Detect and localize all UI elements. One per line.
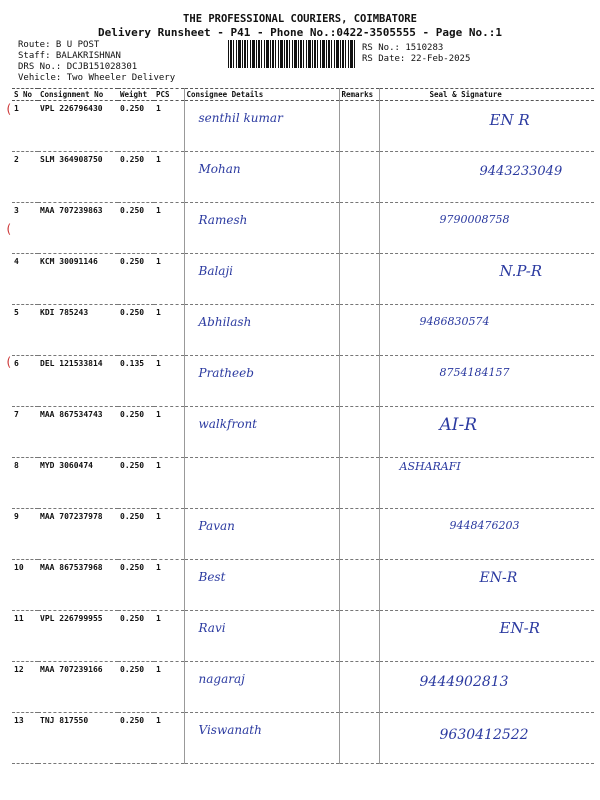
row-pcs: 1: [156, 614, 161, 623]
row-remarks: [339, 203, 379, 254]
row-sno: 7: [14, 410, 19, 419]
row-signature: [379, 203, 594, 254]
row-pcs: 1: [156, 563, 161, 572]
row-pcs: 1: [156, 104, 161, 113]
row-signature: [379, 254, 594, 305]
drs-number: DRS No.: DCJB151028301: [18, 62, 138, 72]
row-sno: 5: [14, 308, 19, 317]
row-pcs: 1: [156, 359, 161, 368]
signature-text: 8754184157: [439, 366, 510, 379]
row-consignment: MAA 707239166: [40, 665, 103, 674]
row-sno: 1: [14, 104, 19, 113]
row-pcs: 1: [156, 155, 161, 164]
row-signature: [379, 713, 594, 764]
row-remarks: [339, 254, 379, 305]
row-pcs: 1: [156, 410, 161, 419]
row-consignee: Balaji: [184, 254, 339, 305]
row-sno: 6: [14, 359, 19, 368]
signature-text: 9444902813: [419, 674, 509, 690]
signature-text: EN-R: [479, 570, 518, 586]
row-signature: [379, 305, 594, 356]
table-row: [12, 611, 594, 662]
row-consignment: SLM 364908750: [40, 155, 103, 164]
row-pcs: 1: [156, 257, 161, 266]
signature-text: N.P-R: [499, 262, 543, 280]
row-consignment: MYD 3060474: [40, 461, 93, 470]
row-signature: [379, 509, 594, 560]
row-signature: [379, 458, 594, 509]
row-remarks: [339, 560, 379, 611]
row-sno: 9: [14, 512, 19, 521]
col-sno: S No: [12, 89, 38, 101]
row-consignment: VPL 226796430: [40, 104, 103, 113]
row-consignee: [184, 458, 339, 509]
signature-text: ASHARAFI: [399, 460, 461, 473]
row-pcs: 1: [156, 512, 161, 521]
company-name: THE PROFESSIONAL COURIERS, COIMBATORE: [183, 13, 417, 25]
row-consignment: VPL 226799955: [40, 614, 103, 623]
col-consignment: Consignment No: [38, 89, 118, 101]
table-row: [12, 356, 594, 407]
row-weight: 0.250: [120, 308, 145, 317]
signature-text: EN R: [489, 111, 530, 129]
row-consignee: Pavan: [184, 509, 339, 560]
pen-mark: (: [5, 355, 13, 369]
row-consignment: TNJ 817550: [40, 716, 89, 725]
runsheet-table: [12, 88, 594, 764]
row-signature: [379, 356, 594, 407]
row-remarks: [339, 101, 379, 152]
pen-mark: (: [5, 102, 13, 116]
row-weight: 0.135: [120, 359, 145, 368]
table-row: [12, 152, 594, 203]
row-consignee: Ramesh: [184, 203, 339, 254]
row-remarks: [339, 509, 379, 560]
row-signature: [379, 101, 594, 152]
signature-text: 9443233049: [479, 164, 563, 179]
table-row: [12, 407, 594, 458]
row-sno: 12: [14, 665, 24, 674]
row-pcs: 1: [156, 308, 161, 317]
row-weight: 0.250: [120, 206, 145, 215]
row-weight: 0.250: [120, 614, 145, 623]
row-remarks: [339, 152, 379, 203]
row-consignee: senthil kumar: [184, 101, 339, 152]
col-remarks: Remarks: [339, 89, 379, 101]
row-remarks: [339, 662, 379, 713]
route: Route: B U POST: [18, 40, 100, 50]
table-row: [12, 203, 594, 254]
row-pcs: 1: [156, 716, 161, 725]
row-consignment: KCM 30091146: [40, 257, 98, 266]
table-row: [12, 713, 594, 764]
table-row: [12, 254, 594, 305]
row-consignee: Mohan: [184, 152, 339, 203]
rs-date: RS Date: 22-Feb-2025: [362, 54, 471, 64]
row-weight: 0.250: [120, 512, 145, 521]
signature-text: 9630412522: [439, 727, 529, 743]
row-consignee: Pratheeb: [184, 356, 339, 407]
table-row: [12, 305, 594, 356]
row-weight: 0.250: [120, 665, 145, 674]
col-consignee: Consignee Details: [184, 89, 339, 101]
barcode: [228, 40, 355, 68]
row-consignee: Ravi: [184, 611, 339, 662]
row-weight: 0.250: [120, 104, 145, 113]
row-consignee: walkfront: [184, 407, 339, 458]
row-remarks: [339, 305, 379, 356]
row-signature: [379, 407, 594, 458]
row-weight: 0.250: [120, 563, 145, 572]
row-weight: 0.250: [120, 410, 145, 419]
row-consignment: MAA 867537968: [40, 563, 103, 572]
row-signature: [379, 662, 594, 713]
col-seal: Seal & Signature: [379, 89, 594, 101]
row-pcs: 1: [156, 206, 161, 215]
signature-text: EN-R: [499, 619, 540, 637]
row-consignment: DEL 121533814: [40, 359, 103, 368]
signature-text: AI-R: [439, 415, 478, 435]
row-consignment: KDI 785243: [40, 308, 89, 317]
row-remarks: [339, 713, 379, 764]
rs-number: RS No.: 1510283: [362, 43, 444, 53]
pen-mark: (: [5, 222, 13, 236]
row-pcs: 1: [156, 461, 161, 470]
row-consignee: Viswanath: [184, 713, 339, 764]
row-sno: 2: [14, 155, 19, 164]
table-row: [12, 662, 594, 713]
staff: Staff: BALAKRISHNAN: [18, 51, 121, 61]
row-pcs: 1: [156, 665, 161, 674]
row-consignee: nagaraj: [184, 662, 339, 713]
row-sno: 10: [14, 563, 24, 572]
row-weight: 0.250: [120, 461, 145, 470]
row-weight: 0.250: [120, 257, 145, 266]
row-remarks: [339, 611, 379, 662]
row-signature: [379, 611, 594, 662]
row-consignee: Abhilash: [184, 305, 339, 356]
table-header: [12, 89, 594, 101]
row-remarks: [339, 458, 379, 509]
row-sno: 11: [14, 614, 24, 623]
row-sno: 8: [14, 461, 19, 470]
vehicle: Vehicle: Two Wheeler Delivery: [18, 73, 176, 83]
row-remarks: [339, 407, 379, 458]
row-weight: 0.250: [120, 716, 145, 725]
table-row: [12, 560, 594, 611]
col-weight: Weight: [118, 89, 154, 101]
table-row: [12, 509, 594, 560]
col-pcs: PCS: [154, 89, 184, 101]
row-consignment: MAA 867534743: [40, 410, 103, 419]
row-consignment: MAA 707237978: [40, 512, 103, 521]
signature-text: 9486830574: [419, 315, 490, 328]
row-consignee: Best: [184, 560, 339, 611]
row-consignment: MAA 707239863: [40, 206, 103, 215]
row-sno: 13: [14, 716, 24, 725]
row-remarks: [339, 356, 379, 407]
row-weight: 0.250: [120, 155, 145, 164]
runsheet-title: Delivery Runsheet - P41 - Phone No.:0422-3505555 - Page No.:1: [98, 26, 502, 39]
signature-text: 9790008758: [439, 213, 510, 226]
row-sno: 4: [14, 257, 19, 266]
row-signature: [379, 152, 594, 203]
table-row: [12, 101, 594, 152]
signature-text: 9448476203: [449, 519, 520, 532]
table-row: [12, 458, 594, 509]
row-sno: 3: [14, 206, 19, 215]
row-signature: [379, 560, 594, 611]
